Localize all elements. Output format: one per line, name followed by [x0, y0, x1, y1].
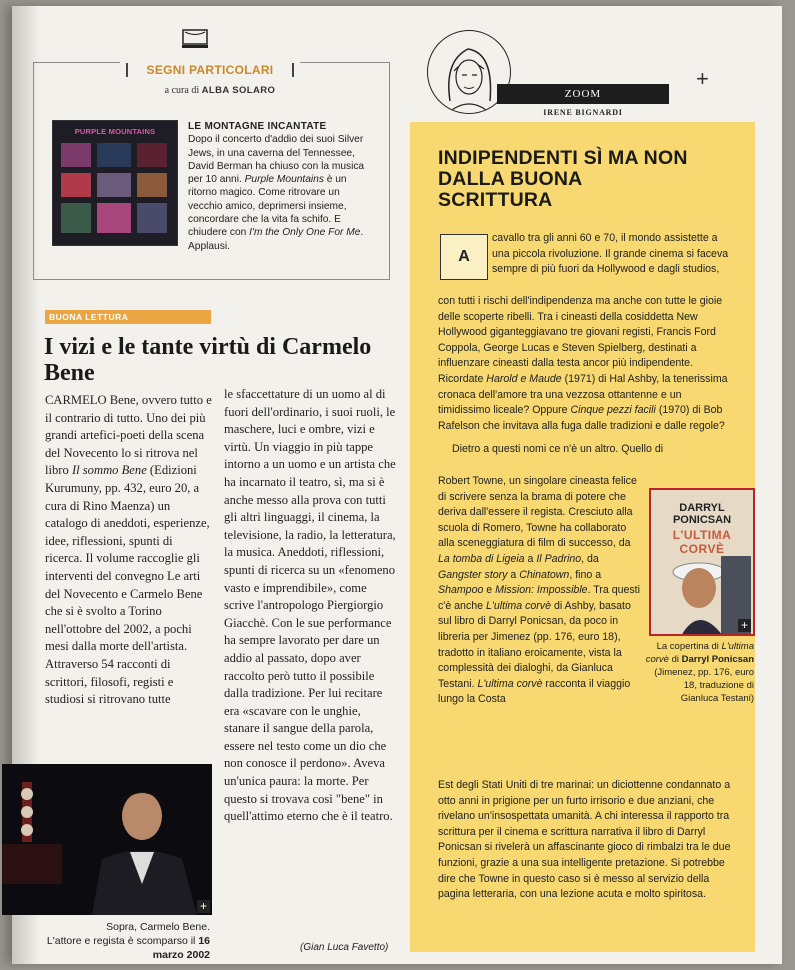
- plus-icon: +: [696, 66, 709, 91]
- carmelo-bene-photo: [2, 764, 212, 915]
- photo-caption: Sopra, Carmelo Bene. L'attore e regista è scomparso il 16 marzo 2002: [46, 921, 210, 961]
- book-cover-author: DARRYL PONICSAN: [672, 502, 732, 526]
- article-column-1: CARMELO Bene, ovvero tutto e il contrario di tutto. Uno dei più grandi artefici-poeti della scena del Novecento lo si ritrova nel libro Il sommo Bene (Edizioni Kurumuny, pp. 432, euro 20, a cura di Rino Maenza) un catalogo di aneddoti, esperienze, idee, riflessioni, spunti di ricerca. Il volume raccoglie gli interventi del convegno Le arti del Novecento e Carmelo Bene che si è svolto a Torino nell'ottobre del 2002, a pochi mesi dalla morte dell'artista. Attraverso 54 racconti di scrittori, filosofi, registi e studiosi si ritrovano tutte: [45, 393, 212, 707]
- zoom-paragraph-2: Robert Towne, un singolare cineasta felice di scrivere senza la brama di potere che deriva dall'essere il regista. Cresciuto alla scuola di Romero, Towne ha collaborato alla sceneggiatura di film di successo, da La tomba di Ligeia a Il Padrino, da Gangster story a Chinatown, fino a Shampoo e Mission: Impossible. Tra questi c'è anche L'ultima corvè di Ashby, basato sul libro di Darryl Ponicsan, da poco in libreria per Jimenez (pp. 176, euro 18), tradotto in italiano eroicamente, vista la complessità dei dialoghi, da Gianluca Testani. L'ultima corvè racconta il viaggio lungo la Costa: [438, 475, 640, 706]
- album-cover-title: PURPLE MOUNTAINS: [74, 127, 156, 136]
- article-signature: (Gian Luca Favetto): [300, 942, 389, 953]
- book-cover-caption: La copertina di L'ultima corvè di Darryl Ponicsan (Jimenez, pp. 176, euro 18, traduzione di Gianluca Testani): [645, 641, 754, 704]
- zoom-paragraph-3: Est degli Stati Uniti di tre marinai: un diciottenne condannato a otto anni in prigione per un furto irrisorio e due anziani, che rivelano un'insospettata umanità. A chi interessa il rapporto tra scrittura per il cinema e scrittura narrativa il libro di Darryl Ponicsan si rivelerà un affascinante gioco di rimbalzi tra le due funzioni, grazie a una sua intelligente pretazione. Si potrebbe dire che Towne in questo caso si è messo al servizio della pagina letteraria, con una lezione acuta e molto spiritosa.: [438, 779, 731, 901]
- zoom-paragraph-1-intro: cavallo tra gli anni 60 e 70, il mondo assistette a una piccola rivoluzione. Il grande cinema si faceva sempre di più fuori da Hollywood e dagli studios,: [492, 232, 729, 276]
- segni-item-title: LE MONTAGNE INCANTATE: [188, 121, 327, 132]
- album-cover-image: [52, 120, 178, 246]
- zoom-paragraph-2-lead: Dietro a questi nomi ce n'è un altro. Quello di: [452, 443, 664, 455]
- section-label: BUONA LETTURA: [45, 310, 211, 324]
- portrait-photo-illustration: [2, 764, 212, 915]
- book-cover-title: L'ULTIMA CORVÈ: [672, 528, 732, 556]
- article-headline: I vizi e le tante virtù di Carmelo Bene: [44, 334, 372, 386]
- expand-photo-button[interactable]: +: [197, 900, 210, 913]
- zoom-headline: INDIPENDENTI SÌ MA NON DALLA BUONA SCRITTURA: [438, 147, 688, 211]
- article-column-2: le sfaccettature di un uomo al di fuori dell'ordinario, i suoi ruoli, le maschere, luci e ombre, vizi e virtù. Un viaggio in più tappe intorno a un uomo e un artista che ha incarnato il teatro, sì, ma si è anche messo alla prova con tutti gli altri linguaggi, il cinema, la televisione, la radio, la letteratura, la musica. Aneddoti, riflessioni, spunti di ricerca su un «fenomeno vasto e imprendibile», come scrive l'antropologo Piergiorgio Giacchè. Con le sue performance ha sempre lavorato per dare un addio al passato, dopo aver raccolto però tutto il possibile dalla tradizione. Per lui recitare era «scavare con le unghie, stanare il sangue della parola, essere nel testo come un dio che non conosce il perdono». Aveva un'unica paura: la morte. Per questo si trovava così "bene" in quell'attimo eterno che è il teatro.: [224, 387, 396, 824]
- zoom-paragraph-1: con tutti i rischi dell'indipendenza ma anche con tutte le gioie delle scoperte ribelli. Tra i cineasti della cosiddetta New Hollywood giganteggiavano tre giovani registi, Francis Ford Coppola, George Lucas e Steven Spielberg, destinati a influenzare cineasti dalla testa ancor più indipendente. Ricordate Harold e Maude (1971) di Hal Ashby, la tenerissima cronaca dell'amore tra una vezzosa ottantenne e un timidissimo liceale? Oppure Cinque pezzi facili (1970) di Bob Rafelson che invitava alla fuga dalle tradizioni e dalle regole?: [438, 295, 728, 432]
- book-cover-image: [649, 488, 755, 636]
- zoom-author: IRENE BIGNARDI: [543, 108, 623, 117]
- segni-particolari-title: SEGNI PARTICOLARI: [120, 61, 300, 81]
- screen-icon: [180, 28, 210, 50]
- drop-cap: A: [440, 234, 488, 280]
- segni-item-text: LE MONTAGNE INCANTATE Dopo il concerto d'addio dei suoi Silver Jews, in una caverna del Tennessee, David Berman ha chiuso con la musica per 10 anni. Purple Mountains è un ritorno magico. Come ritrovare un vecchio amico, deprimersi insieme, concordare che la vita fa schifo. E chiudere con I'm the Only One For Me. Applausi.: [188, 120, 374, 253]
- zoom-section-bar: ZOOM: [497, 84, 669, 104]
- segni-curator: a cura di ALBA SOLARO: [164, 85, 276, 96]
- expand-cover-button[interactable]: +: [738, 619, 751, 632]
